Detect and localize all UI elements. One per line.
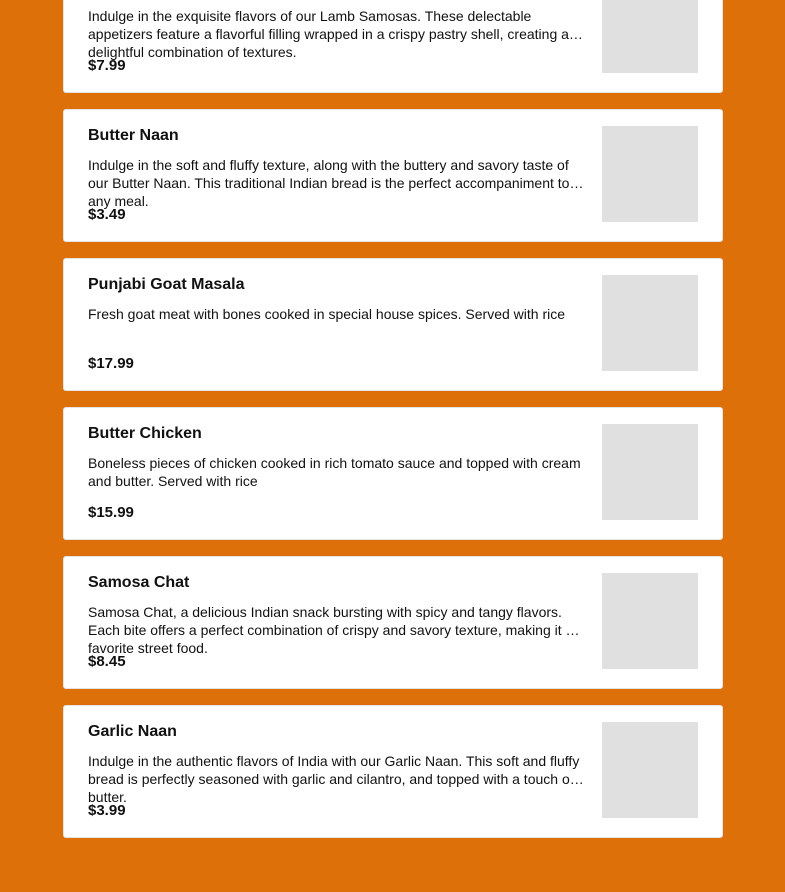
menu-item-card[interactable] (63, 705, 723, 838)
menu-item-text (88, 275, 586, 373)
menu-item-image-placeholder (602, 275, 698, 371)
menu-item-text (88, 722, 586, 820)
menu-item-description: Fresh goat meat with bones cooked in special house spices. Served with rice (88, 306, 566, 322)
menu-item-image-placeholder (602, 126, 698, 222)
menu-item-name: Punjabi Goat Masala (88, 276, 245, 293)
menu-item-image-placeholder (602, 424, 698, 520)
menu-item-card[interactable] (63, 556, 723, 689)
menu-item-text (88, 424, 586, 522)
menu-item-price: $8.45 (88, 653, 126, 670)
menu-item-name: Samosa Chat (88, 574, 190, 591)
menu-item-image-placeholder (602, 573, 698, 669)
menu-item-description: Boneless pieces of chicken cooked in rich tomato sauce and topped with cream and butter. Served with rice (88, 455, 581, 489)
menu-item-price: $3.49 (88, 206, 126, 223)
menu-item-card[interactable] (63, 0, 723, 93)
menu-item-price: $3.99 (88, 802, 126, 819)
menu-item-card[interactable] (63, 407, 723, 540)
menu-item-image-placeholder (602, 722, 698, 818)
menu-item-text (88, 0, 586, 75)
menu-item-image-placeholder (602, 0, 698, 73)
menu-item-description: Samosa Chat, a delicious Indian snack bursting with spicy and tangy flavors. Each bite offers a perfect combination of crispy and savory texture, making it a favorite street food. (88, 604, 574, 656)
menu-item-description: Indulge in the authentic flavors of India with our Garlic Naan. This soft and fluffy bread is perfectly seasoned with garlic and cilantro, and topped with a touch of butter. (88, 753, 580, 805)
menu-item-name: Butter Chicken (88, 425, 202, 442)
menu-item-name: Garlic Naan (88, 723, 177, 740)
menu-item-name: Butter Naan (88, 127, 179, 144)
menu-item-description: Indulge in the soft and fluffy texture, along with the buttery and savory taste of our Butter Naan. This traditional Indian bread is the perfect accompaniment to any meal. (88, 157, 570, 209)
menu-item-price: $7.99 (88, 57, 126, 74)
menu-item-list (63, 0, 723, 854)
menu-item-price: $17.99 (88, 355, 134, 372)
menu-item-description: Indulge in the exquisite flavors of our Lamb Samosas. These delectable appetizers feature a flavorful filling wrapped in a crispy pastry shell, creating a delightful combination of textures. (88, 8, 569, 60)
menu-item-card[interactable] (63, 109, 723, 242)
menu-item-text (88, 126, 586, 224)
menu-item-text (88, 573, 586, 671)
menu-item-price: $15.99 (88, 504, 134, 521)
menu-item-card[interactable] (63, 258, 723, 391)
